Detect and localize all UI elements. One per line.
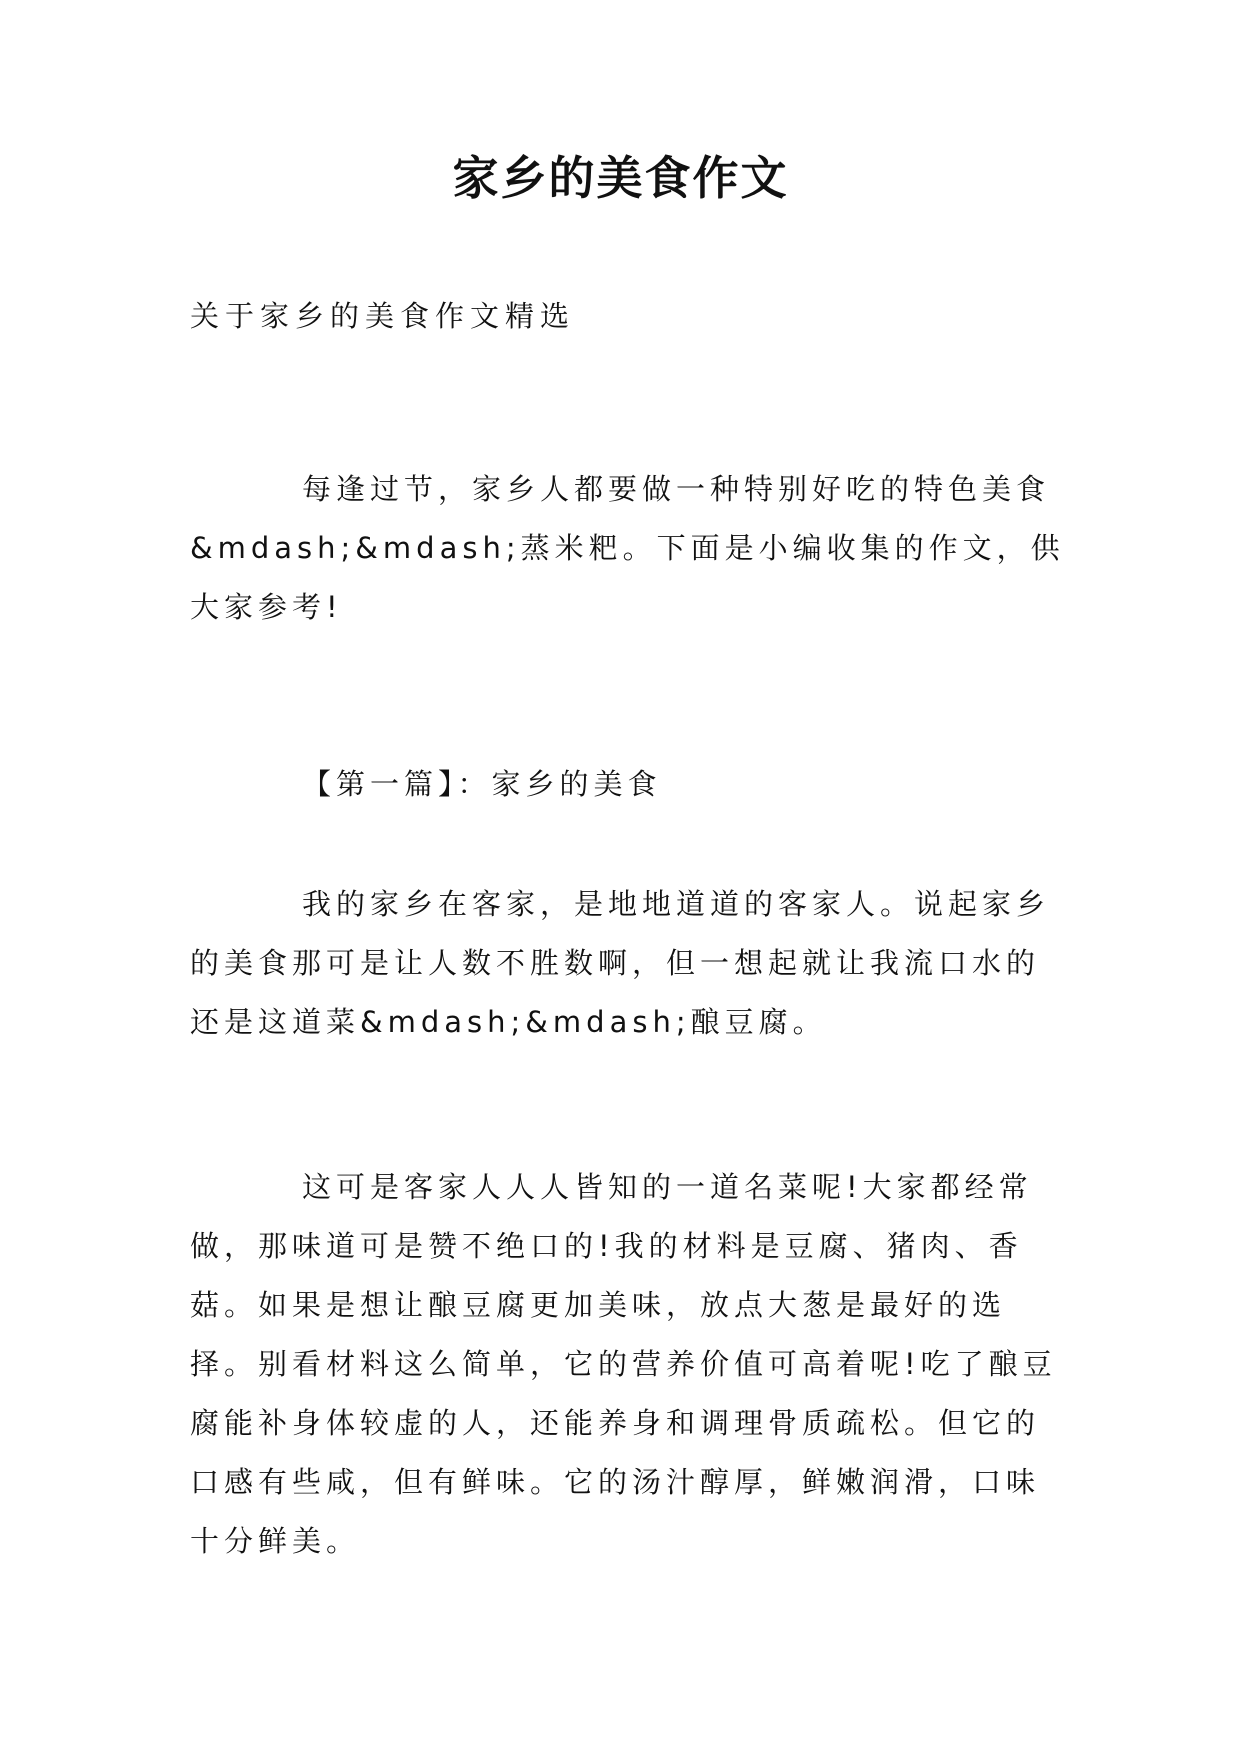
- body-paragraph-1: 我的家乡在客家，是地地道道的客家人。说起家乡的美食那可是让人数不胜数啊，但一想起就让我流口水的还是这道菜&mdash;&mdash;酿豆腐。: [190, 887, 1051, 1039]
- page-title: 家乡的美食作文: [452, 151, 789, 205]
- intro-paragraph: 每逢过节，家乡人都要做一种特别好吃的特色美食&mdash;&mdash;蒸米粑。下面是小编收集的作文，供大家参考!: [190, 472, 1065, 624]
- body-paragraph-2: 这可是客家人人人皆知的一道名菜呢!大家都经常做，那味道可是赞不绝口的!我的材料是豆腐、猪肉、香菇。如果是想让酿豆腐更加美味，放点大葱是最好的选择。别看材料这么简单，它的营养价值可高着呢!吃了酿豆腐能补身体较虚的人，还能养身和调理骨质疏松。但它的口感有些咸，但有鲜味。它的汤汁醇厚，鲜嫩润滑，口味十分鲜美。: [190, 1170, 1057, 1558]
- section-heading: 【第一篇】：家乡的美食: [302, 767, 662, 801]
- document-subtitle: 关于家乡的美食作文精选: [190, 299, 576, 333]
